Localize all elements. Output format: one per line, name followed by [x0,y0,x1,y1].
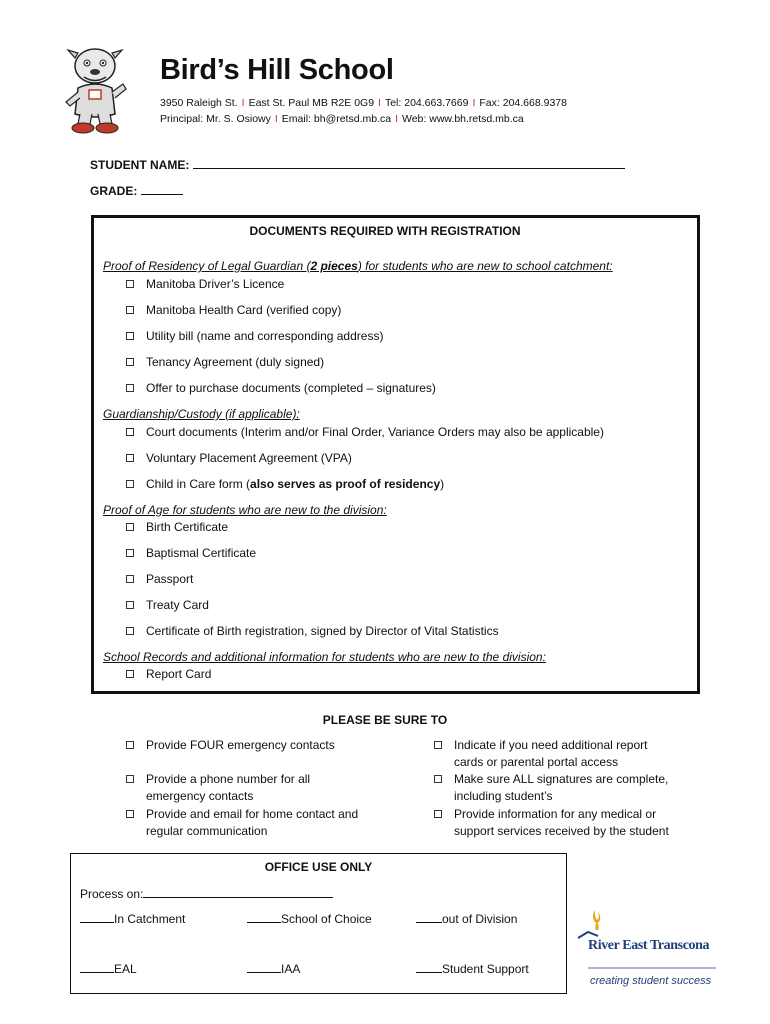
phone: Tel: 204.663.7669 [384,97,469,109]
list-item: Utility bill (name and corresponding address) [126,329,383,343]
list-item: Court documents (Interim and/or Final Order, Variance Orders may also be applicable) [126,425,604,439]
list-item: Manitoba Driver’s Licence [126,277,284,291]
checkbox[interactable] [126,358,134,366]
list-item: Provide FOUR emergency contacts [126,737,376,754]
student-name-input[interactable] [193,157,625,169]
residency-heading: Proof of Residency of Legal Guardian (2 pieces) for students who are new to school catchment: [103,259,613,273]
option-out-of-division: out of Division [416,911,517,926]
option-in-catchment: In Catchment [80,911,185,926]
student-name-label: STUDENT NAME: [90,158,190,172]
office-use-title: OFFICE USE ONLY [264,860,373,874]
checkbox[interactable] [126,384,134,392]
fax: Fax: 204.668.9378 [479,97,567,109]
list-item: Provide and email for home contact and regular communication [126,806,376,840]
option-student-support: Student Support [416,961,529,976]
checkbox[interactable] [126,332,134,340]
list-item: Make sure ALL signatures are complete, including student’s [434,771,694,805]
bulldog-mascot-logo [60,44,130,136]
list-item: Manitoba Health Card (verified copy) [126,303,341,317]
principal: Principal: Mr. S. Osiowy [160,113,271,125]
street-address: 3950 Raleigh St. [160,97,238,109]
checkbox[interactable] [434,741,442,749]
list-item: Provide information for any medical or support services received by the student [434,806,694,840]
blank-input[interactable] [416,911,442,923]
school-name: Bird’s Hill School [160,54,394,86]
separator: I [472,97,476,109]
checkbox[interactable] [126,549,134,557]
blank-input[interactable] [416,961,442,973]
age-heading: Proof of Age for students who are new to the division: [103,503,387,517]
list-item: Offer to purchase documents (completed – signatures) [126,381,436,395]
separator: I [241,97,245,109]
checkbox[interactable] [126,601,134,609]
checkbox[interactable] [126,428,134,436]
city-address: East St. Paul MB R2E 0G9 [248,97,375,109]
documents-title: DOCUMENTS REQUIRED WITH REGISTRATION [249,224,521,238]
checkbox[interactable] [126,306,134,314]
checkbox[interactable] [434,775,442,783]
blank-input[interactable] [247,911,281,923]
checkbox[interactable] [126,775,134,783]
checkbox[interactable] [126,670,134,678]
process-on-field: Process on: [80,886,333,901]
checkbox[interactable] [126,523,134,531]
blank-input[interactable] [80,961,114,973]
guardianship-heading: Guardianship/Custody (if applicable): [103,407,300,421]
checkbox[interactable] [126,280,134,288]
list-item: Provide a phone number for all emergency contacts [126,771,331,805]
checkbox[interactable] [126,480,134,488]
list-item: Indicate if you need additional report cards or parental portal access [434,737,674,771]
separator: I [378,97,381,109]
grade-field [90,183,183,198]
list-item: Report Card [126,667,211,681]
division-name: River East Transcona [588,938,710,953]
list-item: Certificate of Birth registration, signed by Director of Vital Statistics [126,624,499,638]
option-iaa: IAA [247,961,300,976]
list-item: Voluntary Placement Agreement (VPA) [126,451,352,465]
list-item: Treaty Card [126,598,209,612]
email: Email: bh@retsd.mb.ca [281,113,392,125]
list-item: Passport [126,572,193,586]
contact-line [160,113,524,125]
division-tagline: creating student success [590,975,712,987]
separator: I [274,113,278,125]
list-item: Baptismal Certificate [126,546,256,560]
address-line [160,97,567,109]
checkbox[interactable] [126,454,134,462]
checkbox[interactable] [434,810,442,818]
website: Web: www.bh.retsd.mb.ca [402,113,524,125]
records-heading: School Records and additional information for students who are new to the division: [103,650,546,664]
student-name-field [90,157,625,172]
checkbox[interactable] [126,810,134,818]
list-item: Child in Care form ( also serves as proof of residency ) [126,477,444,491]
checkbox[interactable] [126,575,134,583]
option-eal: EAL [80,961,137,976]
blank-input[interactable] [80,911,114,923]
separator: I [395,113,398,125]
blank-input[interactable] [247,961,281,973]
process-on-input[interactable] [143,886,333,898]
list-item: Birth Certificate [126,520,228,534]
checkbox[interactable] [126,627,134,635]
list-item: Tenancy Agreement (duly signed) [126,355,324,369]
grade-label: GRADE: [90,184,138,198]
grade-input[interactable] [141,183,183,195]
please-be-sure-title: PLEASE BE SURE TO [322,713,448,727]
checkbox[interactable] [126,741,134,749]
option-school-of-choice: School of Choice [247,911,372,926]
